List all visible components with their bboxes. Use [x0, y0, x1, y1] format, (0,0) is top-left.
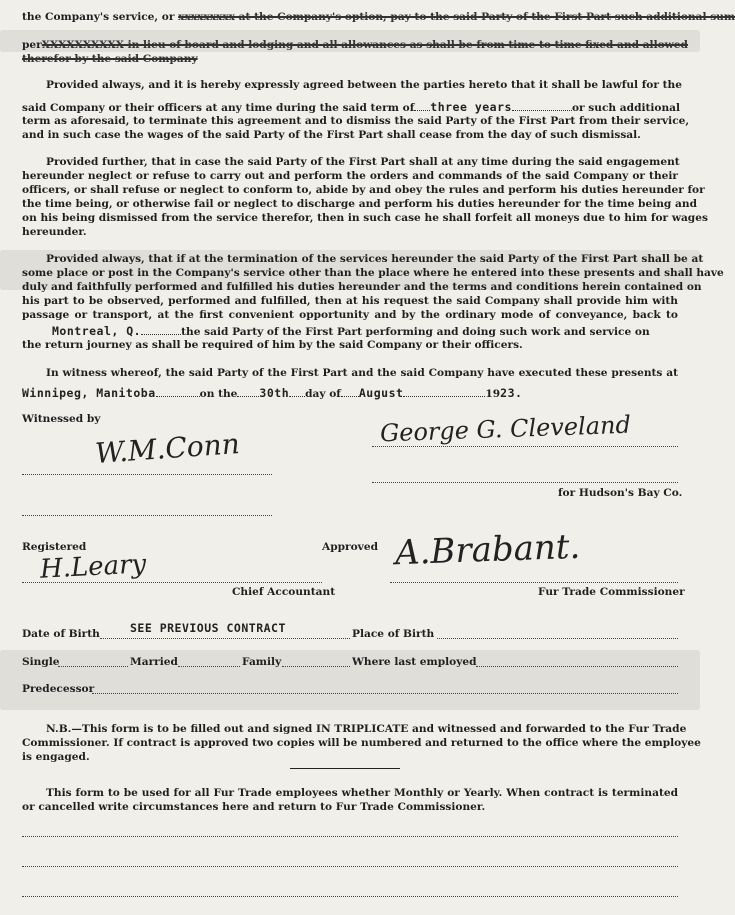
chief-accountant-label: Chief Accountant — [232, 586, 336, 598]
term-value: three years — [430, 100, 512, 114]
registered-line — [22, 582, 322, 583]
date-of-birth-value: SEE PREVIOUS CONTRACT — [130, 621, 286, 635]
p3-line-1: Provided always, that if at the termination of the services hereunder the said Party of the First Part shall be at — [46, 253, 704, 265]
top-line-1: the Company's service, or xxxxxxxxx at the Company's option, pay to the said Party of the First Part such additional sum — [22, 11, 735, 23]
where-last-employed-label: Where last employed — [352, 656, 477, 668]
p3-line-6: Montreal, Q. the said Party of the First Part performing and doing such work and service on — [52, 324, 650, 338]
married-label: Married — [130, 656, 178, 668]
approved-label: Approved — [322, 541, 378, 553]
p3-line-3: duly and faithfully performed and fulfilled his duties hereunder and the terms and conditions herein contained on — [22, 281, 702, 293]
footer-line-1: This form to be used for all Fur Trade employees whether Monthly or Yearly. When contract is terminated — [46, 787, 678, 799]
location-value: Winnipeg, Manitoba — [22, 386, 156, 400]
single-label: Single — [22, 656, 60, 668]
registered-label: Registered — [22, 541, 87, 553]
return-place-value: Montreal, Q. — [52, 324, 142, 338]
single-line — [58, 666, 128, 667]
year-value: 23. — [500, 386, 523, 400]
p2-line-4: the time being, or otherwise fail or neglect to discharge and perform his duties hereunder for the time being and — [22, 198, 697, 210]
place-of-birth-line — [437, 638, 678, 639]
approved-signature: A.Brabant. — [394, 526, 581, 574]
p2-line-5: on his being dismissed from the service therefor, then in such case he shall forfeit all moneys due to him for wages — [22, 212, 708, 224]
scan-smudge — [0, 650, 700, 710]
top-line-2: perXXXXXXXXXX in lieu of board and lodging and all allowances as shall be from time to time fixed and allowed — [22, 39, 688, 51]
family-line — [282, 666, 350, 667]
date-of-birth-line — [100, 638, 350, 639]
company-signature-line-2 — [372, 482, 678, 483]
p2-line-2: hereunder neglect or refuse to carry out and perform the orders and commands of the said Company or their — [22, 170, 678, 182]
witness-line-2: Winnipeg, Manitoba on the 30th day of August 1923. — [22, 386, 523, 400]
p1-line-3: term as aforesaid, to terminate this agreement and to dismiss the said Party of the First Part from their service, — [22, 115, 690, 127]
p3-line-5: passage or transport, at the first convenient opportunity and by the ordinary mode of conveyance, back to — [22, 309, 678, 321]
separator-rule — [290, 768, 400, 769]
predecessor-line — [92, 693, 678, 694]
company-signature: George G. Cleveland — [379, 410, 632, 448]
top-line-3: therefor by the said Company — [22, 53, 198, 65]
approved-line — [390, 582, 678, 583]
nb-line-1: N.B.—This form is to be filled out and signed IN TRIPLICATE and witnessed and forwarded to the Fur Trade — [46, 723, 687, 735]
p2-line-1: Provided further, that in case the said Party of the First Part shall at any time during the said engagement — [46, 156, 680, 168]
circumstances-line-1 — [22, 836, 678, 837]
month-value: August — [358, 386, 404, 400]
predecessor-label: Predecessor — [22, 683, 95, 695]
p2-line-6: hereunder. — [22, 226, 87, 238]
place-of-birth-label: Place of Birth — [352, 628, 435, 640]
witness-line — [22, 474, 272, 475]
registered-signature: H.Leary — [39, 549, 147, 585]
married-line — [178, 666, 240, 667]
day-value: 30th — [259, 386, 290, 400]
p1-line-1: Provided always, and it is hereby expressly agreed between the parties hereto that it shall be lawful for the — [46, 79, 682, 91]
where-last-employed-line — [476, 666, 678, 667]
family-label: Family — [242, 656, 282, 668]
date-of-birth-label: Date of Birth — [22, 628, 100, 640]
p3-line-2: some place or post in the Company's service other than the place where he entered into these presents and shall have — [22, 267, 724, 279]
p3-line-7: the return journey as shall be required of him by the said Company or their officers. — [22, 339, 523, 351]
circumstances-line-2 — [22, 866, 678, 867]
footer-line-2: or cancelled write circumstances here and return to Fur Trade Commissioner. — [22, 801, 486, 813]
p3-line-4: his part to be observed, performed and fulfilled, then at his request the said Company shall provide him with — [22, 295, 678, 307]
circumstances-line-3 — [22, 896, 678, 897]
witnessed-by-label: Witnessed by — [22, 413, 101, 425]
p1-line-2: said Company or their officers at any time during the said term of three years or such additional — [22, 100, 681, 114]
p2-line-3: officers, or shall refuse or neglect to conform to, abide by and obey the rules and perform his duties hereunder for — [22, 184, 705, 196]
fur-trade-commissioner-label: Fur Trade Commissioner — [538, 586, 685, 598]
nb-line-2: Commissioner. If contract is approved two copies will be numbered and returned to the office where the employee — [22, 737, 701, 749]
witness-line-2 — [22, 515, 272, 516]
company-signature-line — [372, 446, 678, 447]
for-company-label: for Hudson's Bay Co. — [558, 487, 683, 499]
p1-line-4: and in such case the wages of the said Party of the First Part shall cease from the day of such dismissal. — [22, 129, 641, 141]
witness-line-1: In witness whereof, the said Party of the First Part and the said Company have executed these presents at — [46, 367, 678, 379]
witness-signature: W.M.Conn — [94, 426, 241, 471]
nb-line-3: is engaged. — [22, 751, 90, 763]
